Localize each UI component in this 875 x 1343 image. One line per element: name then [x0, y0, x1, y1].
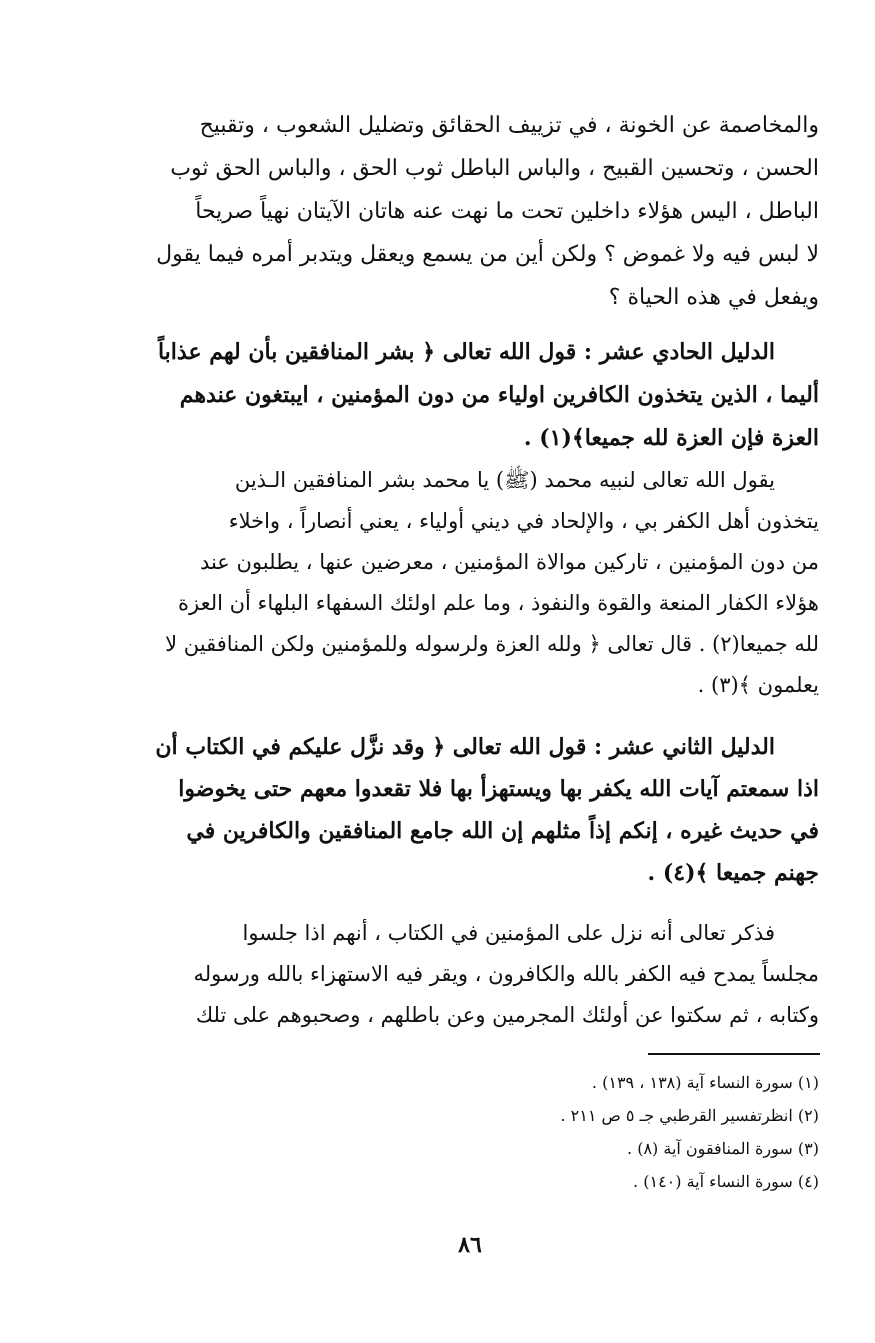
text-line: العزة فإن العزة لله جميعا﴾(١) . — [523, 425, 819, 451]
text-line: يتخذون أهل الكفر بي ، والإلحاد في ديني أولياء ، يعني أنصاراً ، واخلاء — [228, 509, 819, 533]
text-line: وكتابه ، ثم سكتوا عن أولئك المجرمين وعن باطلهم ، وصحبوهم على تلك — [195, 1003, 819, 1027]
text-line: ويفعل في هذه الحياة ؟ — [608, 285, 819, 310]
paragraph-4-evidence-twelve — [112, 726, 819, 894]
footnote-3: (٣) سورة المنافقون آية (٨) . — [627, 1139, 819, 1158]
text-line: يعلمون ﴾(٣) . — [697, 673, 819, 697]
footnote-2: (٢) انظرتفسير القرطبي جـ ٥ ص ٢١١ . — [560, 1106, 819, 1125]
text-line: فذكر تعالى أنه نزل على المؤمنين في الكتاب ، أنهم اذا جلسوا — [242, 921, 775, 945]
text-line: لا لبس فيه ولا غموض ؟ ولكن أين من يسمع ويعقل ويتدبر أمره فيما يقول — [156, 242, 819, 267]
paragraph-2-evidence-eleven — [112, 331, 819, 460]
text-line: الباطل ، اليس هؤلاء داخلين تحت ما نهت عنه هاتان الآيتان نهياً صريحاً — [195, 199, 819, 224]
text-line: جهنم جميعا ﴾(٤) . — [647, 860, 819, 886]
text-line: اذا سمعتم آيات الله يكفر بها ويستهزأ بها فلا تقعدوا معهم حتى يخوضوا — [178, 776, 819, 802]
text-line: الدليل الثاني عشر : قول الله تعالى ﴿ وقد نزَّل عليكم في الكتاب أن — [155, 734, 775, 760]
footnotes — [300, 1066, 819, 1198]
paragraph-1 — [112, 104, 819, 319]
paragraph-3 — [112, 460, 819, 706]
text-line: والمخاصمة عن الخونة ، في تزييف الحقائق وتضليل الشعوب ، وتقبيح — [199, 113, 819, 138]
page-number: ٨٦ — [458, 1232, 482, 1258]
footnote-divider — [648, 1053, 820, 1055]
paragraph-5 — [112, 913, 819, 1036]
text-line: في حديث غيره ، إنكم إذاً مثلهم إن الله جامع المنافقين والكافرين في — [186, 818, 819, 844]
footnote-4: (٤) سورة النساء آية (١٤٠) . — [633, 1172, 819, 1191]
text-line: مجلساً يمدح فيه الكفر بالله والكافرون ، ويقر فيه الاستهزاء بالله ورسوله — [193, 962, 819, 986]
text-line: لله جميعا(٢) . قال تعالى ﴿ ولله العزة ولرسوله وللمؤمنين ولكن المنافقين لا — [165, 632, 819, 656]
text-line: أليما ، الذين يتخذون الكافرين اولياء من دون المؤمنين ، ايبتغون عندهم — [179, 382, 819, 408]
text-line: هؤلاء الكفار المنعة والقوة والنفوذ ، وما علم اولئك السفهاء البلهاء أن العزة — [177, 591, 819, 615]
footnote-1: (١) سورة النساء آية (١٣٨ ، ١٣٩) . — [591, 1073, 819, 1092]
text-line: الحسن ، وتحسين القبيح ، والباس الباطل ثوب الحق ، والباس الحق ثوب — [170, 156, 819, 181]
text-line: يقول الله تعالى لنبيه محمد (ﷺ) يا محمد بشر المنافقين الـذين — [234, 468, 775, 492]
text-line: من دون المؤمنين ، تاركين موالاة المؤمنين ، معرضين عنها ، يطلبون عند — [199, 550, 819, 574]
text-line: الدليل الحادي عشر : قول الله تعالى ﴿ بشر المنافقين بأن لهم عذاباً — [157, 339, 775, 365]
